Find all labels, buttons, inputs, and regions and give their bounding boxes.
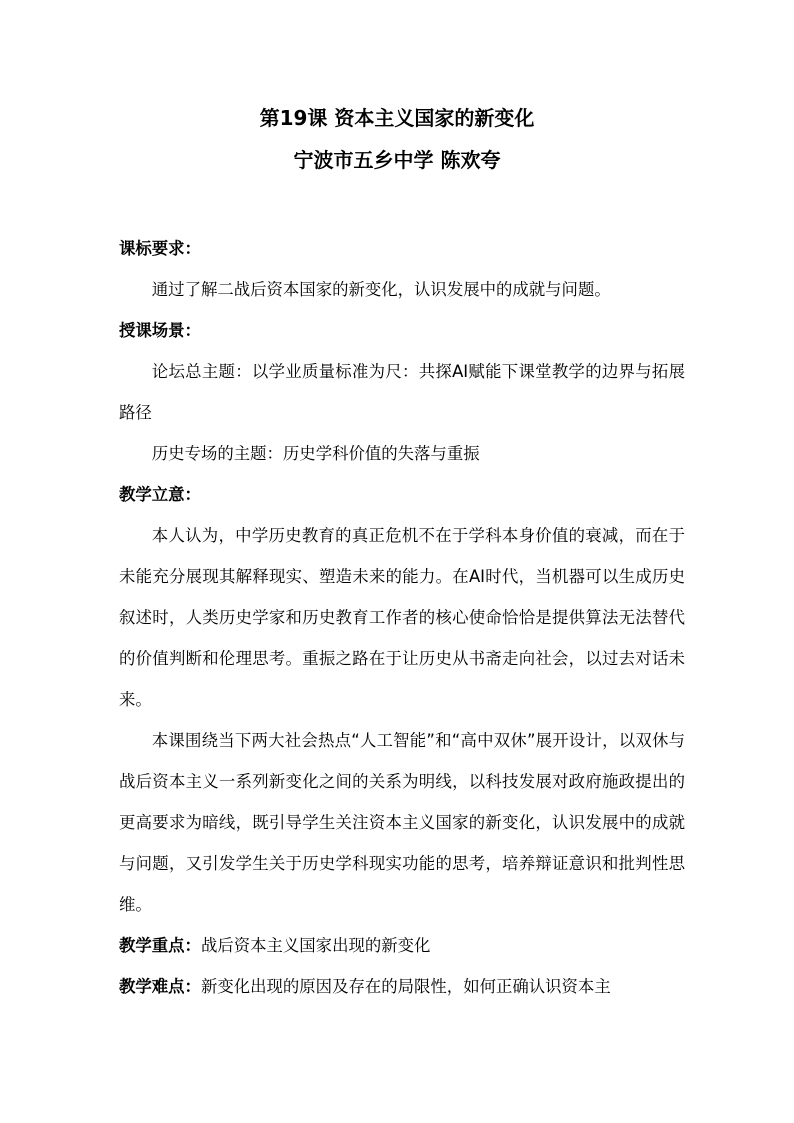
section-heading-curriculum-requirements: 课标要求： <box>119 239 201 258</box>
document-author: 宁波市五乡中学 陈欢夸 <box>293 148 501 172</box>
curriculum-requirements-text: 通过了解二战后资本国家的新变化，认识发展中的成就与问题。 <box>151 280 611 299</box>
teaching-intent-paragraph-1: 本人认为，中学历史教育的真正危机不在于学科本身价值的衰减，而在于未能充分展现其解释现实、塑造未来的能力。在AI时代，当机器可以生成历史叙述时，人类历史学家和历史教育工作者的核心使命恰恰是提供算法无法替代的价值判断和伦理思考。重振之路在于让历史从书斋走向社会，以过去对话未来。 <box>119 526 685 709</box>
key-point-line <box>119 925 685 966</box>
document-body <box>119 228 685 1007</box>
section-heading-teaching-scenario: 授课场景： <box>119 321 201 340</box>
difficult-point-line <box>119 966 685 1007</box>
forum-theme-text: 论坛总主题：以学业质量标准为尺：共探AI赋能下课堂教学的边界与拓展路径 <box>119 362 685 422</box>
key-point-text: 战后资本主义国家出现的新变化 <box>200 936 431 955</box>
difficult-point-text: 新变化出现的原因及存在的局限性，如何正确认识资本主 <box>200 977 611 996</box>
document-title: 第19课 资本主义国家的新变化 <box>259 106 535 130</box>
key-point-label: 教学重点： <box>119 936 201 955</box>
difficult-point-label: 教学难点： <box>119 977 201 996</box>
teaching-intent-paragraph-2: 本课围绕当下两大社会热点“人工智能”和“高中双休”展开设计，以双休与战后资本主义一系列新变化之间的关系为明线，以科技发展对政府施政提出的更高要求为暗线，既引导学生关注资本主义国家的新变化，认识发展中的成就与问题，又引发学生关于历史学科现实功能的思考，培养辩证意识和批判性思维。 <box>119 731 685 914</box>
section-heading-teaching-intent: 教学立意： <box>119 485 201 504</box>
history-session-theme-text: 历史专场的主题：历史学科价值的失落与重振 <box>151 444 480 463</box>
